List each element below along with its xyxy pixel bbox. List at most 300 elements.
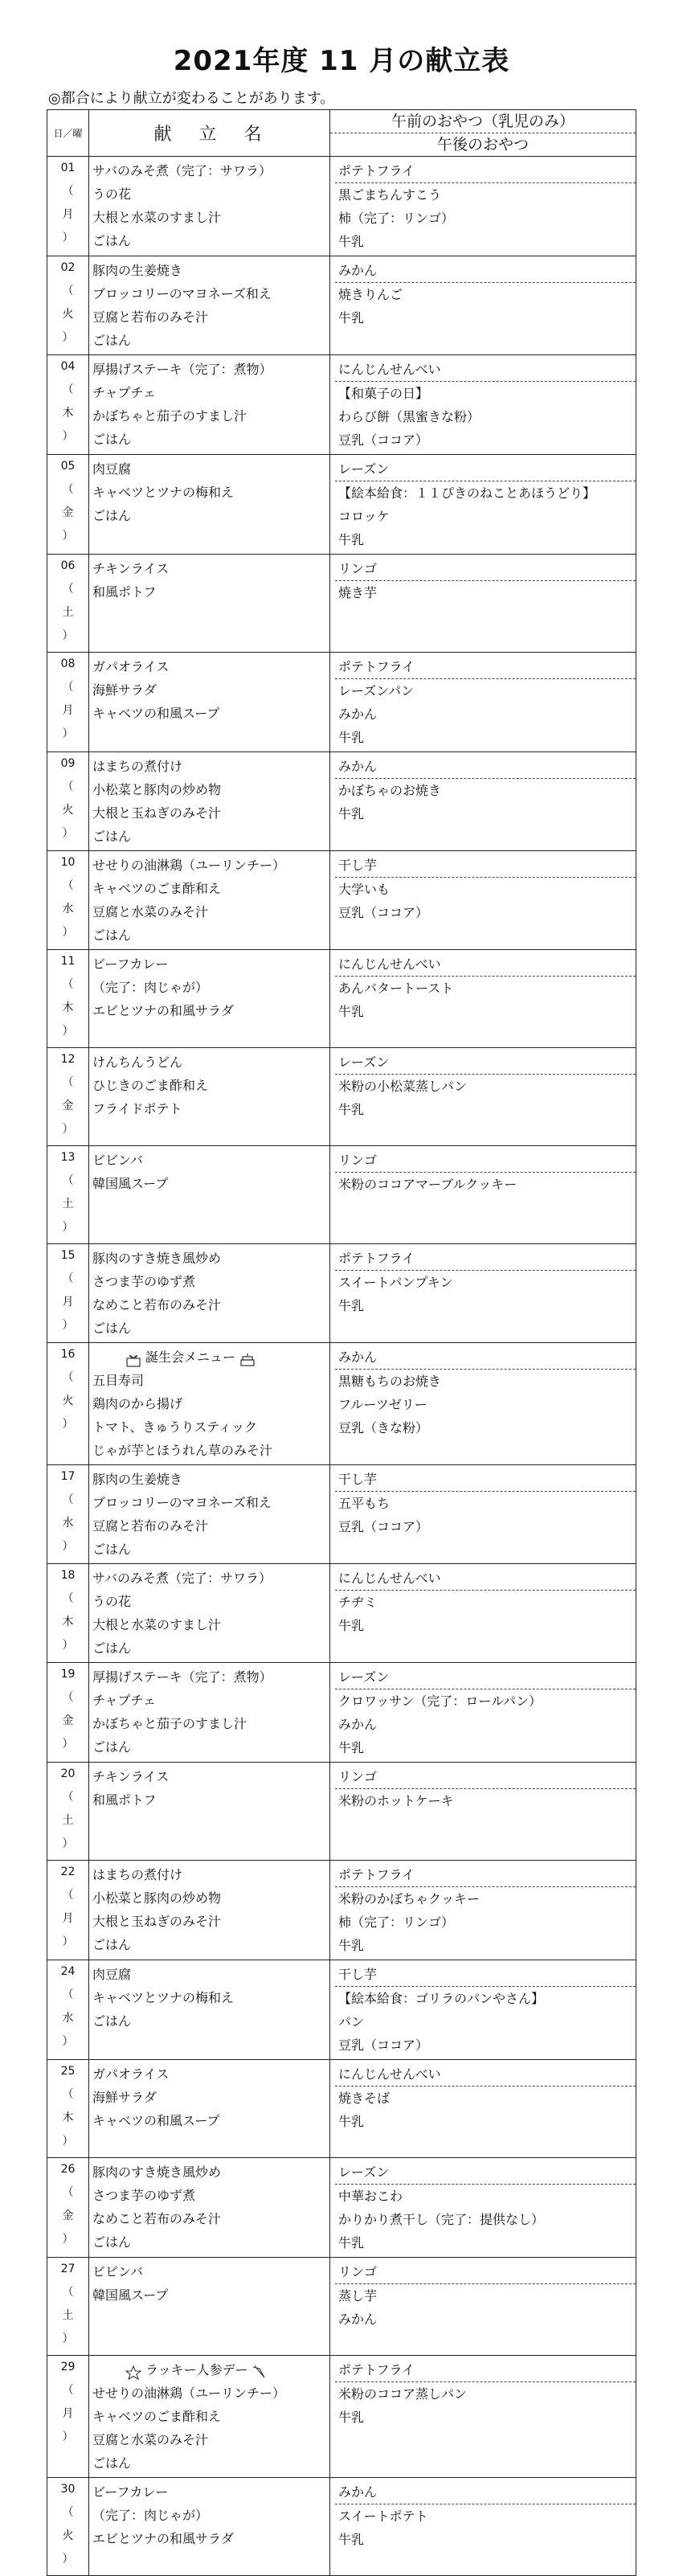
pm-snack: スイートポテト <box>338 2508 428 2524</box>
day-number: 22 <box>60 1865 76 1878</box>
am-snack: ポテトフライ <box>335 2358 636 2382</box>
menu-item: 豆腐と若布のみそ汁 <box>92 1518 209 1534</box>
pm-snack: 柿（完了：リンゴ） <box>338 211 455 226</box>
menu-item: ひじきのごま酢和え <box>92 1078 209 1093</box>
pm-snack: かぼちゃのお焼き <box>338 783 442 798</box>
snack-cell <box>330 2158 636 2258</box>
menu-item: ごはん <box>92 508 132 523</box>
day-of-week: 土 <box>62 2309 74 2322</box>
date-cell <box>47 2060 89 2158</box>
date-cell <box>47 653 89 752</box>
am-snack: みかん <box>335 1345 636 1370</box>
day-row <box>47 1343 636 1465</box>
date-cell <box>47 1244 89 1343</box>
day-of-week: 木 <box>62 2111 74 2124</box>
menu-item: 韓国風スープ <box>92 1176 169 1191</box>
menu-item: ごはん <box>92 333 132 348</box>
paren-open: （ <box>62 285 74 297</box>
day-number: 05 <box>60 460 76 473</box>
menu-cell <box>89 1861 330 1960</box>
date-cell <box>47 851 89 950</box>
paren-open: （ <box>62 1076 74 1089</box>
am-snack: 干し芋 <box>335 1468 636 1492</box>
paren-close: ） <box>62 1837 74 1850</box>
day-row <box>47 355 636 455</box>
menu-item: 豚肉の生姜焼き <box>92 263 183 278</box>
snack-cell <box>330 1564 636 1663</box>
menu-item: キャベツとツナの梅和え <box>92 485 235 500</box>
day-row <box>47 653 636 752</box>
menu-item: 大根と玉ねぎのみそ汁 <box>92 1914 222 1929</box>
pm-snack: 五平もち <box>338 1496 391 1511</box>
pm-snack: コロッケ <box>338 509 390 524</box>
menu-item: ごはん <box>92 829 132 844</box>
menu-item: チキンライス <box>92 1769 170 1784</box>
pm-snack: あんバタートースト <box>338 981 454 996</box>
pm-snack: 牛乳 <box>338 2114 365 2129</box>
menu-item: さつま芋のゆず煮 <box>92 2188 196 2203</box>
am-snack: レーズン <box>335 2160 636 2185</box>
day-of-week: 土 <box>62 1814 74 1827</box>
pm-snack: 焼きりんご <box>338 287 403 302</box>
menu-item: サバのみそ煮（完了：サワラ） <box>92 1571 272 1586</box>
pm-snack: クロワッサン（完了：ロールパン） <box>338 1693 542 1709</box>
day-number: 26 <box>60 2163 76 2176</box>
menu-item: 大根と水菜のすまし汁 <box>92 1617 222 1632</box>
paren-close: ） <box>62 530 74 543</box>
pm-snack: 牛乳 <box>338 2235 365 2250</box>
pm-snack: 牛乳 <box>338 1102 365 1117</box>
pm-snack: 豆乳（ココア） <box>338 1519 429 1534</box>
menu-item: なめこと若布のみそ汁 <box>92 2211 222 2226</box>
menu-item: 豚肉のすき焼き風炒め <box>92 2164 222 2180</box>
day-number: 08 <box>60 657 76 670</box>
paren-open: （ <box>62 2286 74 2299</box>
paren-close: ） <box>62 629 74 642</box>
date-cell <box>47 555 89 653</box>
day-of-week: 木 <box>62 1001 74 1014</box>
menu-cell <box>89 1663 330 1763</box>
day-row <box>47 950 636 1048</box>
menu-item: せせりの油淋鶏（ユーリンチー） <box>92 858 286 873</box>
day-number: 16 <box>60 1348 76 1361</box>
header-date: 日／曜 <box>47 110 89 157</box>
paren-close: ） <box>62 2233 74 2246</box>
snack-cell <box>330 455 636 555</box>
am-snack: リンゴ <box>335 1149 636 1173</box>
am-snack: ポテトフライ <box>335 1247 636 1271</box>
day-row <box>47 256 636 355</box>
date-cell <box>47 1146 89 1244</box>
menu-item: キャベツの和風スープ <box>92 706 220 721</box>
menu-cell <box>89 752 330 851</box>
menu-item: ごはん <box>92 1321 132 1336</box>
pm-snack: 【絵本給食：１１ぴきのねことあほうどり】 <box>338 485 596 501</box>
am-snack: ポテトフライ <box>335 1863 636 1887</box>
day-of-week: 水 <box>62 2012 74 2025</box>
day-of-week: 土 <box>62 1198 74 1210</box>
date-cell <box>47 355 89 455</box>
am-snack: 干し芋 <box>335 854 636 878</box>
menu-item: チャプチェ <box>92 385 157 400</box>
menu-item: ブロッコリーのマヨネーズ和え <box>92 1495 272 1510</box>
menu-item: ガパオライス <box>92 2066 170 2082</box>
menu-item: ビーフカレー <box>92 2484 169 2500</box>
day-of-week: 火 <box>62 2529 74 2542</box>
paren-open: （ <box>62 2088 74 2101</box>
day-of-week: 金 <box>62 506 74 519</box>
menu-cell <box>89 1343 330 1465</box>
pm-snack: 牛乳 <box>338 532 365 547</box>
day-number: 12 <box>60 1053 76 1066</box>
menu-item: 小松菜と豚肉の炒め物 <box>92 1890 222 1906</box>
paren-close: ） <box>62 1540 74 1553</box>
paren-close: ） <box>62 2431 74 2443</box>
menu-item: さつま芋のゆず煮 <box>92 1274 196 1289</box>
day-row <box>47 851 636 950</box>
pm-snack: 豆乳（ココア） <box>338 905 429 920</box>
am-snack: レーズン <box>335 457 636 481</box>
pm-snack: 焼き芋 <box>338 585 378 600</box>
paren-close: ） <box>62 430 74 443</box>
pm-snack: 牛乳 <box>338 730 365 745</box>
paren-open: （ <box>62 1791 74 1804</box>
day-of-week: 月 <box>62 704 74 717</box>
menu-cell <box>89 1146 330 1244</box>
menu-item: ごはん <box>92 2234 132 2250</box>
day-row <box>47 1960 636 2060</box>
menu-item: ごはん <box>92 1739 132 1755</box>
menu-cell <box>89 851 330 950</box>
am-snack: にんじんせんべい <box>335 1566 636 1591</box>
menu-item: トマト、きゅうりスティック <box>92 1419 257 1435</box>
snack-cell <box>330 1960 636 2060</box>
pm-snack: 牛乳 <box>338 806 365 821</box>
carrot-icon <box>252 2364 269 2378</box>
am-snack: にんじんせんべい <box>335 952 636 977</box>
menu-item: ガパオライス <box>92 659 170 674</box>
am-snack: レーズン <box>335 1050 636 1075</box>
snack-cell <box>330 1861 636 1960</box>
snack-cell <box>330 950 636 1048</box>
day-row <box>47 1244 636 1343</box>
pm-snack: 米粉の小松菜蒸しパン <box>338 1079 468 1094</box>
paren-close: ） <box>62 2035 74 2048</box>
menu-item: ごはん <box>92 432 132 447</box>
header-snack-pm: 午後のおやつ <box>436 136 529 154</box>
menu-item: はまちの煮付け <box>92 759 183 774</box>
paren-close: ） <box>62 1935 74 1948</box>
menu-item: エビとツナの和風サラダ <box>92 2531 234 2546</box>
day-row <box>47 752 636 851</box>
day-number: 04 <box>60 360 76 373</box>
day-number: 15 <box>60 1249 76 1262</box>
menu-cell <box>89 157 330 256</box>
menu-cell <box>89 1244 330 1343</box>
date-cell <box>47 157 89 256</box>
menu-item: 五目寿司 <box>92 1373 145 1388</box>
menu-cell <box>89 555 330 653</box>
pm-snack: 牛乳 <box>338 1298 365 1313</box>
menu-item: 韓国風スープ <box>92 2287 169 2303</box>
date-cell <box>47 1343 89 1465</box>
paren-open: （ <box>62 978 74 991</box>
snack-cell <box>330 2478 636 2576</box>
menu-cell <box>89 1465 330 1564</box>
menu-cell <box>89 2258 330 2356</box>
day-of-week: 木 <box>62 1616 74 1628</box>
menu-item: 海鮮サラダ <box>92 2090 157 2105</box>
day-row <box>47 2060 636 2158</box>
menu-item: ごはん <box>92 1640 132 1656</box>
menu-item: ビビンバ <box>92 1153 143 1168</box>
snack-cell <box>330 256 636 355</box>
header-menu: 献立名 <box>89 110 330 157</box>
menu-item: （完了：肉じゃが） <box>92 2508 209 2523</box>
pm-snack: 牛乳 <box>338 2410 365 2425</box>
day-of-week: 月 <box>62 1296 74 1308</box>
day-number: 29 <box>60 2361 76 2373</box>
menu-item: うの花 <box>92 186 132 202</box>
snack-cell <box>330 851 636 950</box>
am-snack: にんじんせんべい <box>335 2062 636 2087</box>
menu-item: ごはん <box>92 2455 132 2471</box>
day-row <box>47 2258 636 2356</box>
menu-item: 小松菜と豚肉の炒め物 <box>92 782 222 797</box>
paren-close: ） <box>62 1221 74 1234</box>
menu-item: ビビンバ <box>92 2264 143 2279</box>
menu-item: じゃが芋とほうれん草のみそ汁 <box>92 1443 273 1458</box>
menu-cell <box>89 2478 330 2576</box>
menu-item: 豆腐と水菜のみそ汁 <box>92 2432 209 2447</box>
menu-item: けんちんうどん <box>92 1055 183 1070</box>
menu-item: キャベツのごま酢和え <box>92 881 222 896</box>
menu-cell <box>89 1763 330 1861</box>
menu-item: うの花 <box>92 1594 132 1609</box>
paren-open: （ <box>62 1988 74 2001</box>
date-cell <box>47 1861 89 1960</box>
am-snack: みかん <box>335 755 636 779</box>
snack-cell <box>330 1763 636 1861</box>
menu-item: チキンライス <box>92 561 170 576</box>
pm-snack: 黒ごまちんすこう <box>338 187 442 203</box>
pm-snack: 中華おこわ <box>338 2189 403 2204</box>
menu-item: ごはん <box>92 1937 132 1952</box>
date-cell <box>47 752 89 851</box>
date-cell <box>47 2258 89 2356</box>
menu-item: ビーフカレー <box>92 956 169 972</box>
menu-item: ブロッコリーのマヨネーズ和え <box>92 286 272 301</box>
am-snack: リンゴ <box>335 1765 636 1789</box>
day-of-week: 金 <box>62 1100 74 1112</box>
menu-item: 海鮮サラダ <box>92 682 157 698</box>
header-snack <box>330 110 636 157</box>
menu-item: 大根と玉ねぎのみそ汁 <box>92 805 222 821</box>
header-row <box>47 110 636 157</box>
pm-snack: みかん <box>338 2312 378 2327</box>
menu-item: 和風ポトフ <box>92 1792 157 1808</box>
paren-open: （ <box>62 1691 74 1704</box>
day-number: 17 <box>60 1470 76 1483</box>
special-menu-title <box>92 1345 329 1369</box>
pm-snack: 蒸し芋 <box>338 2288 378 2304</box>
pm-snack: スイートパンプキン <box>338 1275 453 1290</box>
paren-open: （ <box>62 1889 74 1902</box>
paren-open: （ <box>62 2186 74 2199</box>
date-cell <box>47 256 89 355</box>
day-of-week: 火 <box>62 1394 74 1407</box>
paren-close: ） <box>62 727 74 740</box>
day-row <box>47 555 636 653</box>
menu-item: 厚揚げステーキ（完了：煮物） <box>92 362 272 377</box>
day-number: 19 <box>60 1668 76 1681</box>
snack-cell <box>330 1465 636 1564</box>
paren-open: （ <box>62 2506 74 2519</box>
date-cell <box>47 2478 89 2576</box>
snack-cell <box>330 157 636 256</box>
pm-snack: わらび餅（黒蜜きな粉） <box>338 409 481 424</box>
menu-item: 豚肉のすき焼き風炒め <box>92 1251 222 1266</box>
am-snack: レーズン <box>335 1665 636 1689</box>
am-snack: ポテトフライ <box>335 655 636 679</box>
pm-snack: 【和菓子の日】 <box>338 386 429 401</box>
paren-open: （ <box>62 185 74 198</box>
day-row <box>47 2158 636 2258</box>
menu-item: チャプチェ <box>92 1693 157 1708</box>
menu-cell <box>89 2158 330 2258</box>
day-of-week: 月 <box>62 2407 74 2420</box>
snack-cell <box>330 752 636 851</box>
page-title: 2021年度 11 月の献立表 <box>173 45 510 77</box>
pm-snack: 豆乳（ココア） <box>338 432 429 448</box>
paren-open: （ <box>62 1272 74 1285</box>
menu-cell <box>89 653 330 752</box>
pm-snack: 米粉のココア蒸しパン <box>338 2386 468 2402</box>
menu-item: 肉豆腐 <box>92 461 132 477</box>
pm-snack: 米粉のホットケーキ <box>338 1793 454 1808</box>
pm-snack: 牛乳 <box>338 1004 365 1019</box>
day-of-week: 土 <box>62 606 74 619</box>
date-cell <box>47 1663 89 1763</box>
menu-item: 鶏肉のから揚げ <box>92 1396 183 1411</box>
paren-open: （ <box>62 2384 74 2397</box>
day-row <box>47 1861 636 1960</box>
am-snack: リンゴ <box>335 557 636 581</box>
day-of-week: 金 <box>62 2209 74 2222</box>
day-row <box>47 455 636 555</box>
am-snack: リンゴ <box>335 2260 636 2284</box>
pm-snack: かりかり煮干し（完了：提供なし） <box>338 2212 545 2227</box>
date-cell <box>47 1465 89 1564</box>
day-row <box>47 2356 636 2478</box>
day-number: 10 <box>60 856 76 869</box>
snack-cell <box>330 653 636 752</box>
star-icon <box>125 2364 142 2378</box>
paren-open: （ <box>62 483 74 496</box>
snack-cell <box>330 555 636 653</box>
paren-close: ） <box>62 1738 74 1751</box>
menu-item: 肉豆腐 <box>92 1967 132 1982</box>
date-cell <box>47 1048 89 1146</box>
menu-item: なめこと若布のみそ汁 <box>92 1297 222 1313</box>
snack-cell <box>330 355 636 455</box>
am-snack: にんじんせんべい <box>335 358 636 382</box>
pm-snack: みかん <box>338 1717 378 1732</box>
pm-snack: 柿（完了：リンゴ） <box>338 1915 455 1930</box>
paren-open: （ <box>62 1592 74 1605</box>
day-number: 01 <box>60 162 76 174</box>
special-menu-title <box>92 2358 329 2381</box>
day-row <box>47 1465 636 1564</box>
am-snack: みかん <box>335 2480 636 2504</box>
snack-cell <box>330 2356 636 2478</box>
special-menu-label: ラッキー人参デー <box>145 2362 248 2377</box>
menu-cell <box>89 355 330 455</box>
paren-open: （ <box>62 1371 74 1384</box>
menu-item: かぼちゃと茄子のすまし汁 <box>92 1716 247 1731</box>
menu-item: キャベツとツナの梅和え <box>92 1990 235 2005</box>
paren-close: ） <box>62 1319 74 1332</box>
header-snack-am: 午前のおやつ（乳児のみ） <box>330 110 636 133</box>
menu-cell <box>89 2356 330 2478</box>
paren-close: ） <box>62 231 74 244</box>
pm-snack: レーズンパン <box>338 683 415 698</box>
menu-cell <box>89 256 330 355</box>
paren-open: （ <box>62 879 74 892</box>
day-number: 11 <box>60 955 76 968</box>
date-cell <box>47 455 89 555</box>
paren-close: ） <box>62 926 74 939</box>
day-row <box>47 1564 636 1663</box>
day-number: 27 <box>60 2263 76 2275</box>
menu-item: フライドポテト <box>92 1101 182 1116</box>
menu-item: かぼちゃと茄子のすまし汁 <box>92 408 247 424</box>
gift-icon <box>125 1351 142 1366</box>
menu-item: エビとツナの和風サラダ <box>92 1003 234 1018</box>
date-cell <box>47 1960 89 2060</box>
menu-cell <box>89 2060 330 2158</box>
snack-cell <box>330 1048 636 1146</box>
am-snack: 干し芋 <box>335 1963 636 1987</box>
snack-cell <box>330 1343 636 1465</box>
paren-open: （ <box>62 1493 74 1506</box>
menu-item: 大根と水菜のすまし汁 <box>92 210 222 225</box>
pm-snack: 牛乳 <box>338 2532 365 2547</box>
menu-item: 豚肉の生姜焼き <box>92 1472 183 1487</box>
paren-open: （ <box>62 583 74 596</box>
date-cell <box>47 2356 89 2478</box>
pm-snack: 米粉のココアマーブルクッキー <box>338 1177 517 1192</box>
day-number: 20 <box>60 1767 76 1780</box>
pm-snack: パン <box>338 2014 365 2029</box>
pm-snack: 牛乳 <box>338 1740 365 1755</box>
pm-snack: チヂミ <box>338 1595 378 1610</box>
date-cell <box>47 1564 89 1663</box>
paren-close: ） <box>62 1639 74 1652</box>
pm-snack: 黒糖もちのお焼き <box>338 1374 442 1389</box>
menu-cell <box>89 950 330 1048</box>
am-snack: ポテトフライ <box>335 159 636 183</box>
menu-item: サバのみそ煮（完了：サワラ） <box>92 163 272 178</box>
pm-snack: 大学いも <box>338 882 391 897</box>
day-number: 24 <box>60 1965 76 1978</box>
paren-close: ） <box>62 827 74 840</box>
menu-cell <box>89 1960 330 2060</box>
menu-item: ごはん <box>92 2013 132 2029</box>
snack-cell <box>330 2060 636 2158</box>
menu-item: 豆腐と水菜のみそ汁 <box>92 904 209 919</box>
menu-item: （完了：肉じゃが） <box>92 980 209 995</box>
